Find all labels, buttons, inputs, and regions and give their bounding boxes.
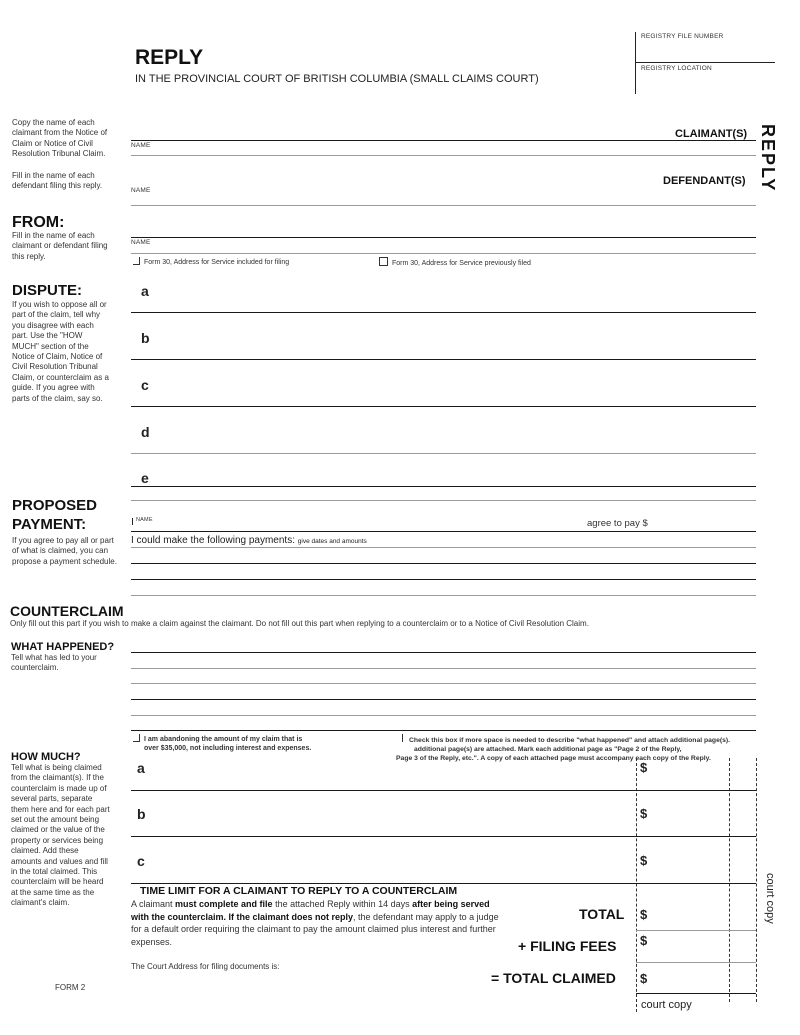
claimant-name-line (131, 140, 756, 141)
how-much-instruction: Tell what is being claimed from the claimant(s). If the counterclaim is made up of several parts, separate them here and for each part set out the amount being claimed or the value of the property or services being claimed. Add these amounts and values and fill in the total claimed. This counterclaim will be heard at the same time as the claimant's claim. (11, 763, 110, 908)
total-claimed-amount-field[interactable] (652, 966, 727, 994)
agree-to-pay-label: agree to pay $ (587, 518, 648, 529)
what-happened-line-1 (131, 652, 756, 653)
time-limit-text-2: the attached Reply within 14 days (272, 899, 413, 909)
what-happened-line-3 (131, 683, 756, 684)
total-claimed-label: = TOTAL CLAIMED (491, 970, 616, 986)
agree-to-pay-amount-field[interactable] (655, 510, 755, 528)
more-space-checkbox[interactable] (396, 734, 403, 742)
claimant-bottom-line (131, 155, 756, 156)
claimant-name-label: NAME (131, 142, 151, 149)
dispute-heading: DISPUTE: (12, 282, 83, 299)
amount-column-right-border (756, 758, 757, 1002)
dispute-item-d-field[interactable] (155, 410, 755, 450)
abandon-label-line2: over $35,000, not including interest and expenses. (144, 745, 312, 752)
abandon-option[interactable] (133, 734, 311, 753)
dispute-item-b-letter: b (141, 330, 150, 346)
what-happened-heading: WHAT HAPPENED? (11, 641, 115, 653)
how-much-item-a-letter: a (137, 760, 145, 776)
defendant-name-field[interactable] (131, 160, 651, 186)
total-claimed-currency: $ (640, 971, 648, 986)
proposed-payment-instruction: If you agree to pay all or part of what is claimed, you can propose a payment schedule. (12, 536, 117, 566)
payments-label-text: I could make the following payments: (131, 535, 295, 546)
registry-file-number-label: REGISTRY FILE NUMBER (641, 33, 724, 40)
time-limit-text-3: , the defendant may apply to a judge for a default order requiring the claimant to pay the amount claimed plus interest and further expenses. (131, 911, 499, 947)
filing-fees-amount-field[interactable] (652, 932, 727, 960)
how-much-line-b (131, 836, 756, 837)
court-address-label: The Court Address for filing documents is: (131, 962, 280, 971)
how-much-item-b-description[interactable] (155, 794, 630, 834)
total-amount-field[interactable] (652, 900, 727, 928)
form30-previously-label: Form 30, Address for Service previously filed (392, 260, 531, 267)
how-much-item-a-amount[interactable] (652, 758, 727, 788)
defendant-bottom-line (131, 205, 756, 206)
time-limit-paragraph (131, 898, 506, 948)
payment-name-label: NAME (136, 517, 153, 523)
total-label: TOTAL (579, 906, 625, 922)
payments-label (131, 535, 367, 546)
what-happened-line-2 (131, 668, 756, 669)
how-much-item-b-letter: b (137, 806, 146, 822)
registry-location-label: REGISTRY LOCATION (641, 65, 712, 72)
court-address-field[interactable] (131, 973, 481, 1003)
how-much-item-c-description[interactable] (155, 840, 630, 880)
from-name-field[interactable] (131, 216, 751, 236)
counterclaim-instruction: Only fill out this part if you wish to make a claim against the claimant. Do not fill out this part when replying to a counterclaim or to a Notice of Civil Resolution Claim. (10, 619, 589, 628)
dispute-instruction: If you wish to oppose all or part of the claim, tell why you disagree with each part. Use the "HOW MUCH" section of the Notice of Claim, Notice of Civil Resolution Tribunal Claim, or counterclaim as a guide. If you agree with parts of the claim, say so. (12, 300, 109, 403)
dispute-item-a-letter: a (141, 283, 149, 299)
how-much-item-c-amount[interactable] (652, 840, 727, 880)
payment-line-2 (131, 563, 756, 564)
from-instruction: Fill in the name of each claimant or defendant filing this reply. (12, 231, 108, 261)
dispute-line-c (131, 406, 756, 407)
form-number: FORM 2 (55, 983, 86, 992)
claimant-name-field[interactable] (131, 118, 661, 139)
payment-name-field[interactable] (160, 510, 580, 528)
what-happened-line-4 (131, 699, 756, 700)
total-claimed-line (636, 993, 756, 994)
from-name-line (131, 237, 756, 238)
more-space-label-line1: Check this box if more space is needed to describe "what happened" and attach additional page(s). (409, 737, 731, 744)
what-happened-instruction: Tell what has led to your counterclaim. (11, 653, 97, 673)
how-much-item-a-currency: $ (640, 760, 648, 775)
counterclaim-heading: COUNTERCLAIM (10, 603, 124, 619)
abandon-checkbox[interactable] (133, 734, 140, 742)
dispute-item-a-field[interactable] (155, 276, 755, 310)
payment-line-1 (131, 547, 756, 548)
payment-top-line (131, 500, 756, 501)
court-copy-vertical-label: court copy (764, 873, 776, 924)
dispute-item-c-field[interactable] (155, 363, 755, 403)
form30-previously-checkbox[interactable] (379, 257, 388, 266)
claimant-instruction: Copy the name of each claimant from the Notice of Claim or Notice of Civil Resolution Tribunal Claim. (12, 118, 108, 159)
more-space-label-line2: additional page(s) are attached. Mark each additional page as "Page 2 of the Reply, (414, 746, 682, 753)
payment-name-line (131, 531, 756, 532)
payment-schedule-field[interactable] (131, 549, 756, 594)
how-much-item-b-amount[interactable] (652, 794, 727, 834)
registry-location-field[interactable] (641, 75, 791, 93)
defendant-label: DEFENDANT(S) (663, 175, 746, 187)
dispute-item-d-letter: d (141, 424, 150, 440)
time-limit-bold-2: after being served with the counterclaim. If the claimant does not reply (131, 899, 490, 922)
what-happened-field[interactable] (131, 646, 756, 730)
dispute-item-c-letter: c (141, 377, 149, 393)
form30-included-checkbox[interactable] (133, 257, 140, 265)
from-name-label: NAME (131, 239, 151, 246)
how-much-item-b-currency: $ (640, 806, 648, 821)
form30-included-label: Form 30, Address for Service included for filing (144, 259, 290, 266)
how-much-line-a (131, 790, 756, 791)
payment-line-4 (131, 595, 756, 596)
how-much-item-c-letter: c (137, 853, 145, 869)
dispute-item-e-letter: e (141, 470, 149, 486)
court-copy-label: court copy (641, 999, 692, 1011)
form30-previously-option[interactable] (379, 257, 531, 269)
filing-fees-label: + FILING FEES (518, 938, 617, 954)
form-subtitle: IN THE PROVINCIAL COURT OF BRITISH COLUMBIA (SMALL CLAIMS COURT) (135, 73, 539, 85)
time-limit-bold-1: must complete and file (175, 899, 273, 909)
total-line (636, 930, 756, 931)
abandon-label-line1: I am abandoning the amount of my claim that is (144, 736, 303, 743)
proposed-payment-heading-line1: PROPOSED (12, 497, 98, 514)
proposed-payment-heading-line2: PAYMENT: (12, 516, 87, 533)
claimant-label: CLAIMANT(S) (675, 128, 748, 140)
payments-hint: give dates and amounts (297, 538, 367, 545)
how-much-item-c-currency: $ (640, 853, 648, 868)
registry-box-separator (635, 62, 775, 63)
what-happened-line-5 (131, 715, 756, 716)
defendant-name-label: NAME (131, 187, 151, 194)
time-limit-text-1: A claimant (131, 899, 176, 909)
side-tab-reply: REPLY (758, 124, 778, 193)
how-much-item-a-description[interactable] (155, 758, 630, 788)
dispute-item-e-field[interactable] (155, 457, 755, 484)
what-happened-line-6 (131, 730, 756, 731)
how-much-heading: HOW MUCH? (11, 751, 81, 763)
defendant-instruction: Fill in the name of each defendant filing this reply. (12, 171, 103, 191)
payment-name-tick (132, 518, 133, 525)
amount-column-left-border (636, 758, 637, 1012)
dispute-line-d (131, 453, 756, 454)
amount-column-cents-border (729, 758, 730, 1002)
dispute-line-e (131, 486, 756, 487)
from-bottom-line (131, 253, 756, 254)
dispute-line-b (131, 359, 756, 360)
registry-box-divider (635, 32, 636, 94)
form-title: REPLY (135, 46, 204, 69)
time-limit-heading: TIME LIMIT FOR A CLAIMANT TO REPLY TO A COUNTERCLAIM (140, 885, 458, 897)
registry-file-number-field[interactable] (641, 43, 791, 61)
how-much-line-c (131, 883, 756, 884)
payment-line-3 (131, 579, 756, 580)
total-currency: $ (640, 907, 648, 922)
filing-fees-line (636, 962, 756, 963)
filing-fees-currency: $ (640, 933, 648, 948)
from-heading: FROM: (12, 214, 65, 231)
more-space-label-line3: Page 3 of the Reply, etc.". A copy of each attached page must accompany each copy of the Reply. (396, 755, 711, 762)
dispute-line-a (131, 312, 756, 313)
dispute-item-b-field[interactable] (155, 316, 755, 356)
form30-included-option[interactable] (133, 257, 289, 268)
